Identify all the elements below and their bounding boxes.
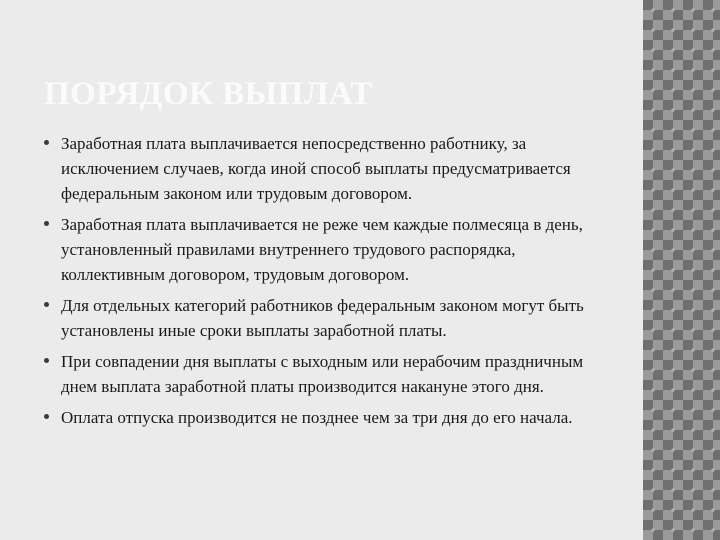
bullet-text: Заработная плата выплачивается не реже чем каждые полмесяца в день, установленный правилами внутреннего трудового распорядка, коллективным договором, трудовым договором. — [61, 215, 583, 284]
slide-title: ПОРЯДОК ВЫПЛАТ — [44, 76, 373, 112]
bullet-item — [44, 212, 604, 287]
bullet-text: Оплата отпуска производится не позднее чем за три дня до его начала. — [61, 408, 573, 427]
bullet-item — [44, 293, 604, 343]
bullet-list — [44, 131, 604, 436]
bullet-dot-icon — [44, 414, 49, 419]
bullet-dot-icon — [44, 302, 49, 307]
bullet-item — [44, 405, 604, 430]
bullet-dot-icon — [44, 221, 49, 226]
bullet-item — [44, 349, 604, 399]
bullet-dot-icon — [44, 358, 49, 363]
bullet-text: Для отдельных категорий работников федеральным законом могут быть установлены иные сроки выплаты заработной платы. — [61, 296, 584, 340]
bullet-item — [44, 131, 604, 206]
bullet-dot-icon — [44, 140, 49, 145]
bullet-text: Заработная плата выплачивается непосредственно работнику, за исключением случаев, когда иной способ выплаты предусматривается федеральным законом или трудовым договором. — [61, 134, 571, 203]
decorative-pattern-strip — [643, 0, 720, 540]
bullet-text: При совпадении дня выплаты с выходным или нерабочим праздничным днем выплата заработной платы производится накануне этого дня. — [61, 352, 584, 396]
